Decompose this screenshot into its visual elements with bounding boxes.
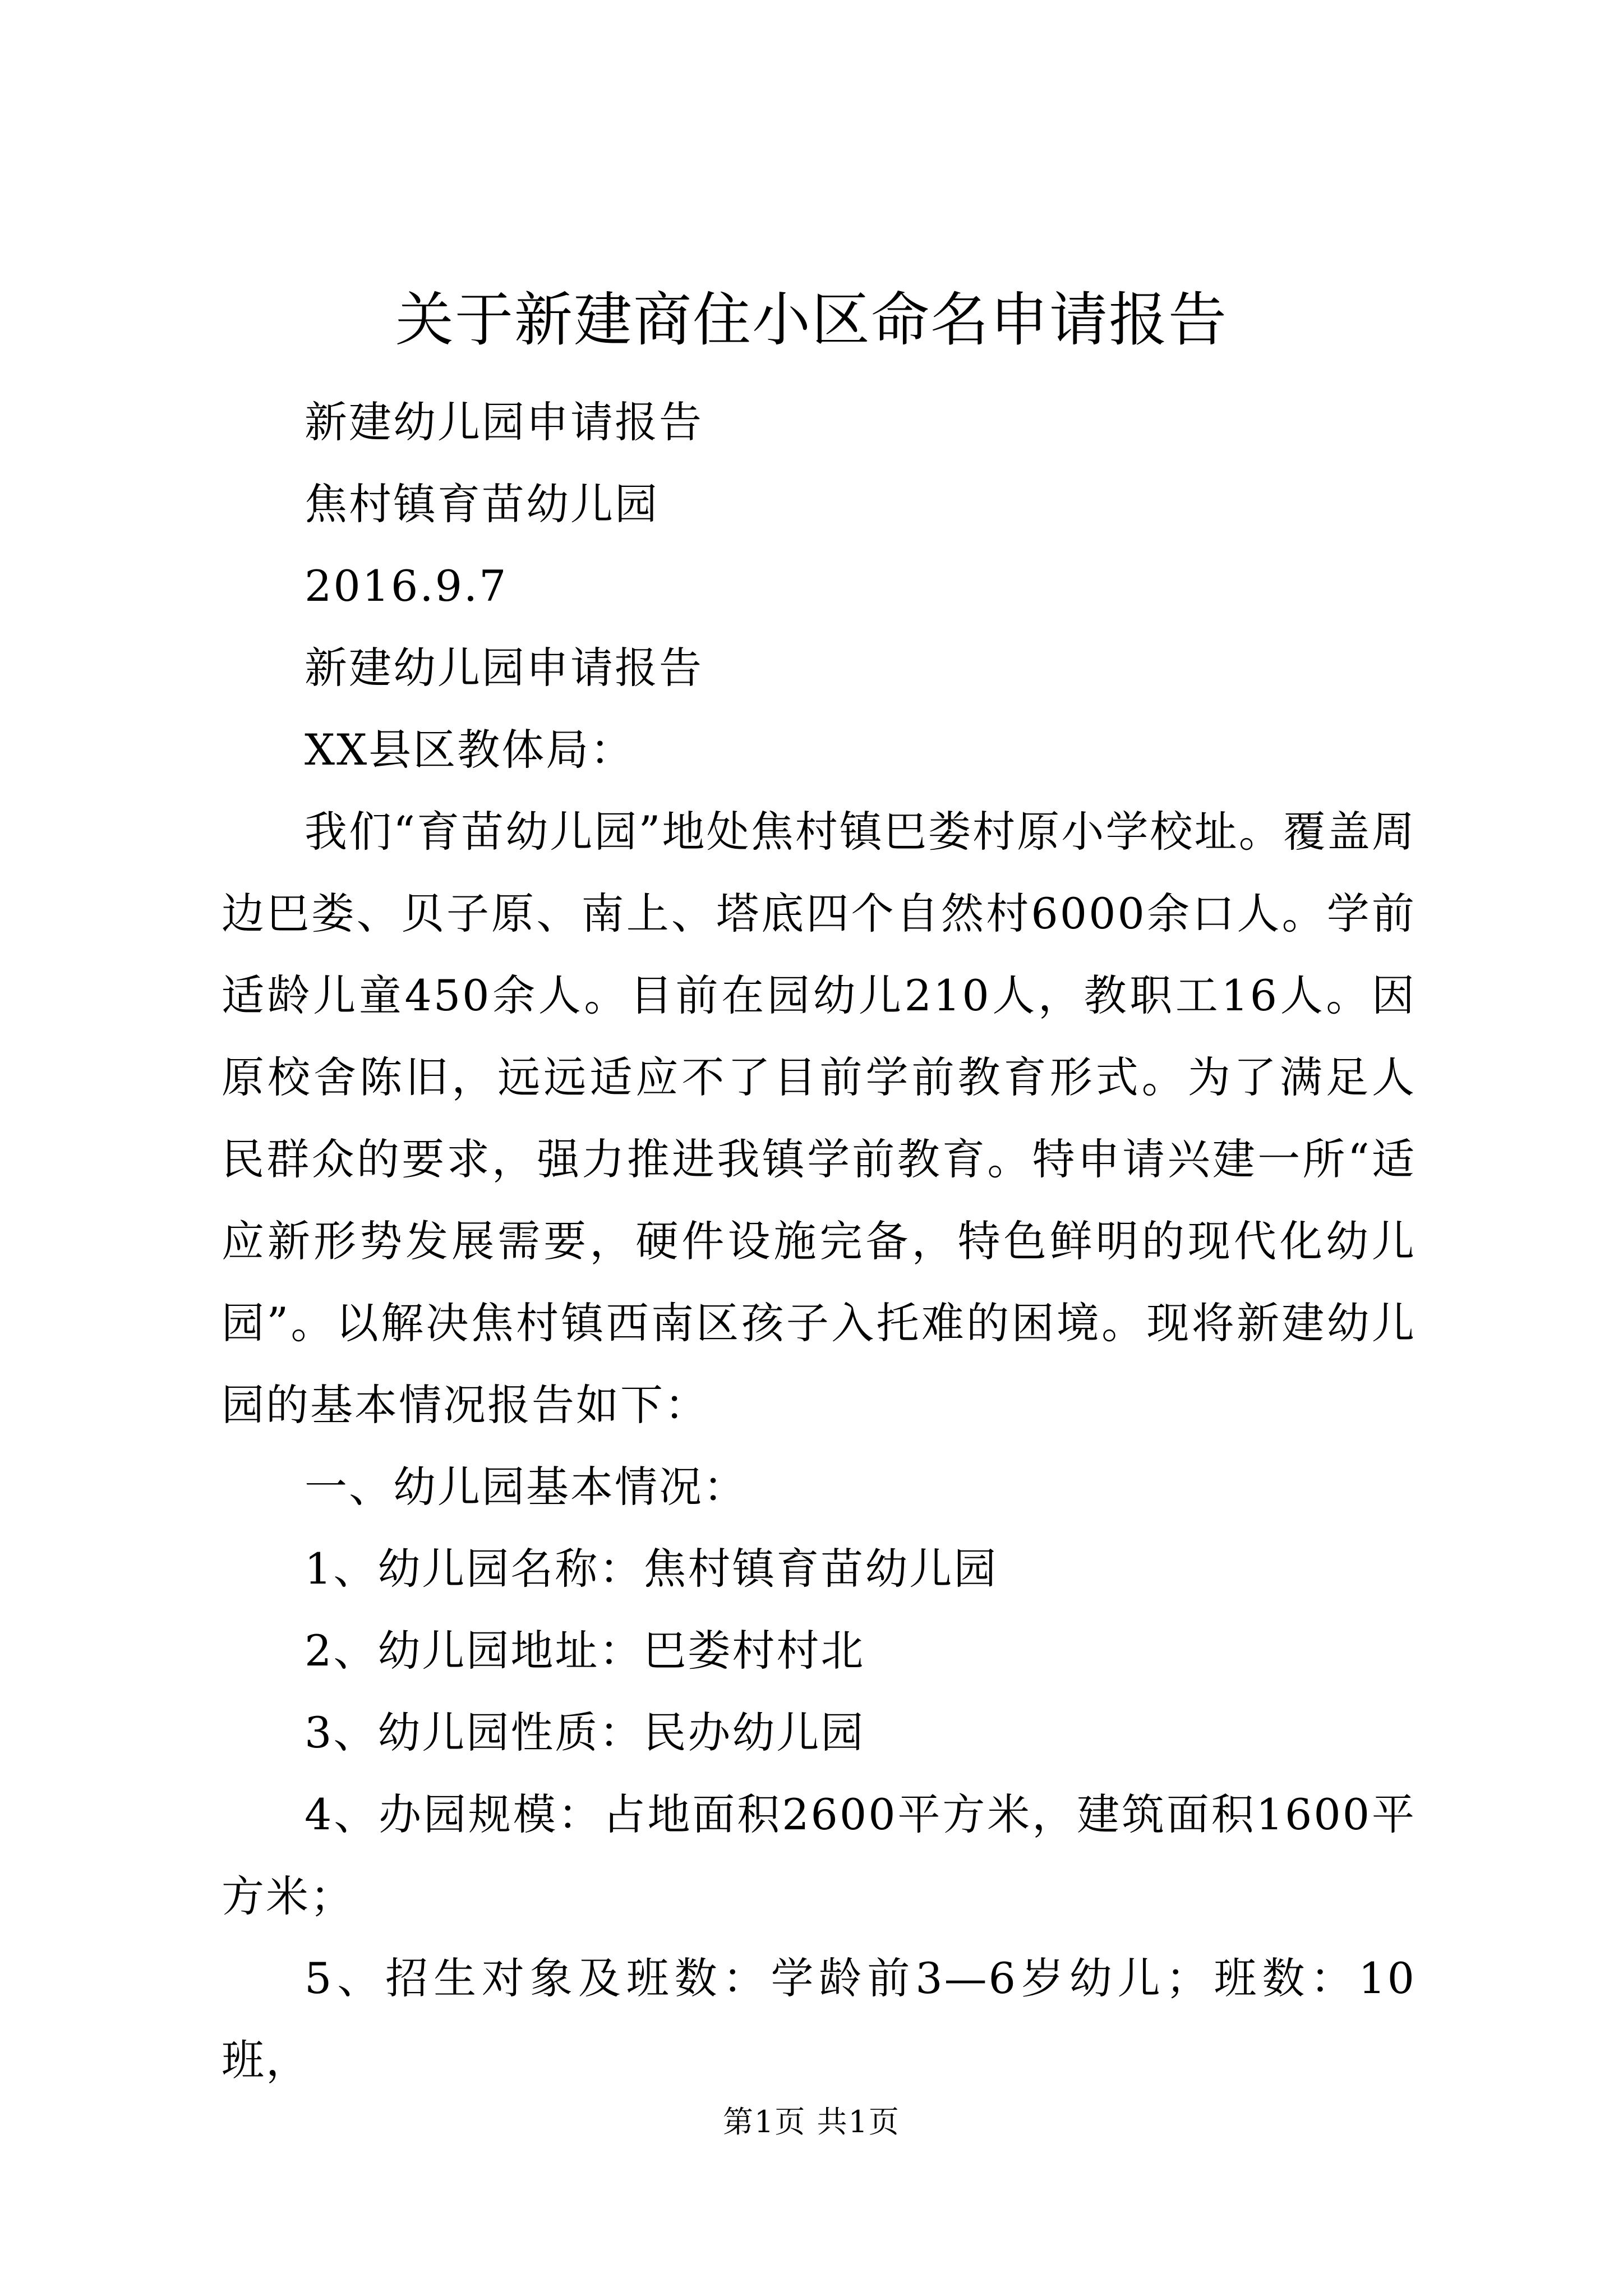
list-item-scale: 4、办园规模：占地面积2600平方米，建筑面积1600平方米； bbox=[222, 1789, 1416, 1921]
list-item-enrollment: 5、招生对象及班数：学龄前3—6岁幼儿；班数：10班， bbox=[222, 1953, 1416, 2085]
document-title: 关于新建商住小区命名申请报告 bbox=[395, 286, 1228, 354]
paragraph-heading-repeat: 新建幼儿园申请报告 bbox=[305, 397, 703, 447]
paragraph-section-heading: 一、幼儿园基本情况： bbox=[305, 1462, 748, 1512]
page-footer: 第1页 共1页 bbox=[723, 2104, 900, 2139]
paragraph-organization: 焦村镇育苗幼儿园 bbox=[305, 479, 659, 529]
paragraph-main-body: 我们“育苗幼儿园”地处焦村镇巴娄村原小学校址。覆盖周边巴娄、贝子原、南上、塔底四个自然村6000余口人。学前适龄儿童450余人。目前在园幼儿210人，教职工16人。因原校舍陈旧，远远适应不了目前学前教育形式。为了满足人民群众的要求，强力推进我镇学前教育。特申请兴建一所“适应新形势发展需要，硬件设施完备，特色鲜明的现代化幼儿园”。以解决焦村镇西南区孩子入托难的困境。现将新建幼儿园的基本情况报告如下： bbox=[222, 807, 1416, 1430]
document-body bbox=[222, 381, 1416, 2101]
paragraph-report-title: 新建幼儿园申请报告 bbox=[305, 643, 703, 693]
paragraph-date: 2016.9.7 bbox=[305, 561, 508, 611]
list-item-address: 2、幼儿园地址：巴娄村村北 bbox=[305, 1626, 865, 1676]
list-item-name: 1、幼儿园名称：焦村镇育苗幼儿园 bbox=[305, 1544, 998, 1594]
list-item-nature: 3、幼儿园性质：民办幼儿园 bbox=[305, 1708, 865, 1757]
paragraph-addressee: XX县区教体局： bbox=[305, 725, 635, 775]
